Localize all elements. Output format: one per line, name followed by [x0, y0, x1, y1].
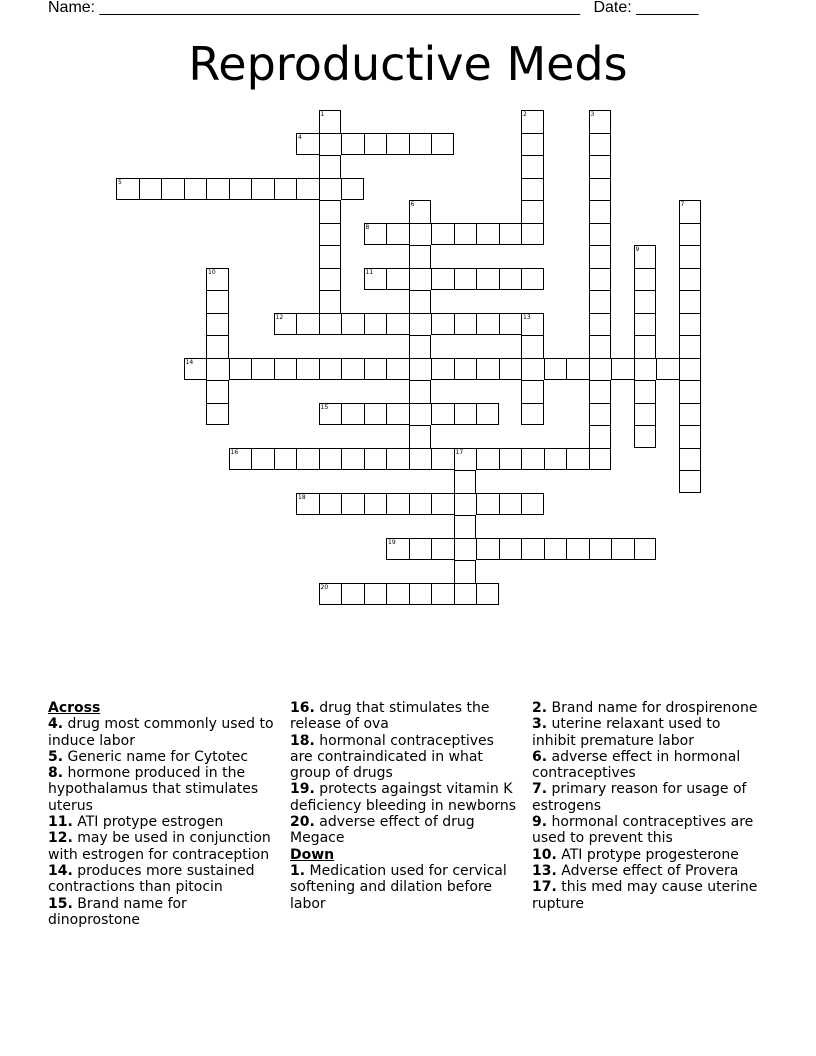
grid-cell[interactable] — [679, 223, 702, 246]
grid-cell[interactable] — [409, 133, 432, 156]
clue — [532, 716, 762, 749]
clue-number: 1 — [320, 111, 325, 118]
date-label: Date: — [593, 0, 632, 16]
clue — [48, 896, 278, 929]
grid-cell[interactable] — [521, 223, 544, 246]
grid-cell[interactable] — [409, 583, 432, 606]
grid-cell[interactable] — [341, 178, 364, 201]
grid-cell[interactable] — [589, 380, 612, 403]
grid-cell[interactable] — [589, 110, 612, 133]
grid-cell[interactable] — [454, 448, 477, 471]
clue-number: 18 — [298, 493, 306, 501]
grid-cell[interactable] — [341, 133, 364, 156]
grid-cell[interactable] — [589, 223, 612, 246]
grid-cell[interactable] — [184, 358, 207, 381]
grid-cell[interactable] — [679, 403, 702, 426]
grid-cell[interactable] — [679, 245, 702, 268]
clue-text: ATI protype progesterone — [556, 846, 739, 863]
grid-cell[interactable] — [206, 313, 229, 336]
clue — [48, 716, 278, 749]
clue-column-3 — [532, 700, 762, 912]
grid-cell[interactable] — [476, 403, 499, 426]
grid-cell[interactable] — [319, 268, 342, 291]
grid-cell[interactable] — [364, 358, 387, 381]
grid-cell[interactable] — [589, 268, 612, 291]
grid-cell[interactable] — [251, 358, 274, 381]
clue-column-1 — [48, 700, 278, 928]
clue-number: 12 — [275, 313, 284, 321]
grid-cell[interactable] — [521, 335, 544, 358]
clue-number: 16 — [230, 448, 239, 456]
clue — [48, 830, 278, 863]
clue — [532, 749, 762, 782]
clue-number: 10 — [208, 268, 216, 276]
grid-cell[interactable] — [319, 290, 342, 313]
grid-cell[interactable] — [544, 358, 567, 381]
clue-text: drug that stimulates the release of ova — [290, 700, 490, 733]
grid-cell[interactable] — [386, 583, 409, 606]
grid-cell[interactable] — [296, 313, 319, 336]
clue-text: adverse effect in hormonal contraceptives — [532, 748, 741, 782]
grid-cell[interactable] — [679, 380, 702, 403]
name-date-header — [48, 0, 748, 22]
clue-number-label: 16. — [290, 700, 315, 716]
grid-cell[interactable] — [139, 178, 162, 201]
grid-cell[interactable] — [409, 425, 432, 448]
grid-cell[interactable] — [454, 493, 477, 516]
clue-number-label: 3. — [532, 716, 548, 733]
grid-cell[interactable] — [184, 178, 207, 201]
grid-cell[interactable] — [274, 448, 297, 471]
grid-cell[interactable] — [409, 200, 432, 223]
clue-text: Brand name for drospirenone — [547, 700, 758, 716]
clue-number-label: 1. — [290, 862, 306, 879]
grid-cell[interactable] — [476, 313, 499, 336]
grid-cell[interactable] — [431, 268, 454, 291]
grid-cell[interactable] — [296, 493, 319, 516]
clue-text: Brand name for dinoprostone — [48, 895, 187, 928]
name-label: Name: — [48, 0, 96, 16]
grid-cell[interactable] — [319, 178, 342, 201]
grid-cell[interactable] — [319, 133, 342, 156]
grid-cell[interactable] — [296, 133, 319, 156]
grid-cell[interactable] — [296, 448, 319, 471]
grid-cell[interactable] — [521, 538, 544, 561]
clue-number: 7 — [680, 201, 685, 208]
grid-cell[interactable] — [206, 290, 229, 313]
grid-cell[interactable] — [341, 493, 364, 516]
grid-cell[interactable] — [589, 133, 612, 156]
grid-cell[interactable] — [476, 538, 499, 561]
grid-cell[interactable] — [566, 538, 589, 561]
grid-cell[interactable] — [341, 448, 364, 471]
grid-cell[interactable] — [476, 448, 499, 471]
grid-cell[interactable] — [634, 403, 657, 426]
grid-cell[interactable] — [544, 538, 567, 561]
clue-number: 20 — [320, 583, 329, 591]
grid-cell[interactable] — [431, 583, 454, 606]
clue-number-label: 17. — [532, 879, 557, 896]
date-blank[interactable]: _______ — [636, 0, 699, 16]
grid-cell[interactable] — [679, 268, 702, 291]
grid-cell[interactable] — [206, 358, 229, 381]
grid-cell[interactable] — [274, 358, 297, 381]
grid-cell[interactable] — [319, 200, 342, 223]
grid-cell[interactable] — [679, 200, 702, 223]
grid-cell[interactable] — [679, 358, 702, 381]
grid-cell[interactable] — [679, 335, 702, 358]
grid-cell[interactable] — [409, 448, 432, 471]
grid-cell[interactable] — [476, 223, 499, 246]
grid-cell[interactable] — [589, 155, 612, 178]
clue-number-label: 6. — [532, 748, 548, 765]
grid-cell[interactable] — [386, 358, 409, 381]
grid-cell[interactable] — [634, 335, 657, 358]
clue — [290, 814, 520, 847]
clue — [48, 749, 278, 765]
grid-cell[interactable] — [476, 493, 499, 516]
grid-cell[interactable] — [521, 200, 544, 223]
clue-number-label: 4. — [48, 716, 64, 733]
grid-cell[interactable] — [386, 133, 409, 156]
grid-cell[interactable] — [409, 493, 432, 516]
grid-cell[interactable] — [454, 223, 477, 246]
grid-cell[interactable] — [544, 448, 567, 471]
grid-cell[interactable] — [454, 470, 477, 493]
clue-number: 9 — [635, 246, 640, 253]
clue-number-label: 7. — [532, 781, 548, 798]
grid-cell[interactable] — [296, 178, 319, 201]
grid-cell[interactable] — [386, 448, 409, 471]
grid-cell[interactable] — [521, 380, 544, 403]
grid-cell[interactable] — [454, 538, 477, 561]
clue-text: adverse effect of drug Megace — [290, 814, 475, 847]
grid-cell[interactable] — [521, 448, 544, 471]
grid-cell[interactable] — [319, 583, 342, 606]
grid-cell[interactable] — [476, 268, 499, 291]
grid-cell[interactable] — [409, 313, 432, 336]
clue — [532, 879, 762, 912]
clue-text: uterine relaxant used to inhibit premature labor — [532, 716, 721, 749]
clue-text: Adverse effect of Provera — [556, 862, 739, 879]
grid-cell[interactable] — [386, 538, 409, 561]
grid-cell[interactable] — [589, 200, 612, 223]
grid-cell[interactable] — [364, 313, 387, 336]
clue-text: hormone produced in the hypothalamus that stimulates uterus — [48, 765, 259, 814]
grid-cell[interactable] — [206, 268, 229, 291]
grid-cell[interactable] — [409, 245, 432, 268]
clue-text: Medication used for cervical softening and dilation before labor — [290, 862, 507, 912]
clue-number: 3 — [590, 111, 595, 118]
grid-cell[interactable] — [206, 335, 229, 358]
clue-text: produces more sustained contractions than pitocin — [48, 862, 255, 896]
clue-number: 4 — [298, 133, 302, 141]
grid-cell[interactable] — [499, 493, 522, 516]
grid-cell[interactable] — [521, 313, 544, 336]
clue-number: 11 — [365, 268, 374, 276]
grid-cell[interactable] — [634, 290, 657, 313]
grid-cell[interactable] — [431, 538, 454, 561]
grid-cell[interactable] — [589, 178, 612, 201]
grid-cell[interactable] — [409, 223, 432, 246]
puzzle-title: Reproductive Meds — [188, 37, 628, 91]
grid-cell[interactable] — [319, 110, 342, 133]
grid-cell[interactable] — [589, 313, 612, 336]
clue-text: may be used in conjunction with estrogen for contraception — [48, 830, 271, 863]
grid-cell[interactable] — [319, 223, 342, 246]
grid-cell[interactable] — [386, 313, 409, 336]
clue — [532, 863, 762, 879]
grid-cell[interactable] — [656, 358, 679, 381]
grid-cell[interactable] — [521, 493, 544, 516]
clue — [48, 863, 278, 896]
grid-cell[interactable] — [521, 358, 544, 381]
grid-cell[interactable] — [634, 380, 657, 403]
clue-text: hormonal contraceptives are contraindicated in what group of drugs — [290, 732, 494, 782]
grid-cell[interactable] — [431, 313, 454, 336]
grid-cell[interactable] — [589, 245, 612, 268]
clue-number-label: 5. — [48, 748, 64, 765]
clue — [532, 700, 762, 716]
clue-number-label: 19. — [290, 781, 315, 798]
clue-number-label: 13. — [532, 862, 557, 879]
clue-text: drug most commonly used to induce labor — [48, 716, 274, 749]
grid-cell[interactable] — [521, 178, 544, 201]
grid-cell[interactable] — [611, 358, 634, 381]
clue — [290, 781, 520, 814]
clue-number: 13 — [523, 313, 531, 321]
clue-number: 15 — [320, 403, 329, 411]
grid-cell[interactable] — [206, 403, 229, 426]
grid-cell[interactable] — [319, 403, 342, 426]
grid-cell[interactable] — [364, 583, 387, 606]
grid-cell[interactable] — [589, 358, 612, 381]
grid-cell[interactable] — [319, 245, 342, 268]
grid-cell[interactable] — [161, 178, 184, 201]
clue-number-label: 8. — [48, 765, 64, 782]
grid-cell[interactable] — [634, 268, 657, 291]
grid-cell[interactable] — [251, 448, 274, 471]
grid-cell[interactable] — [431, 403, 454, 426]
grid-cell[interactable] — [476, 583, 499, 606]
grid-cell[interactable] — [634, 313, 657, 336]
grid-cell[interactable] — [431, 223, 454, 246]
grid-cell[interactable] — [431, 133, 454, 156]
clue-number-label: 14. — [48, 862, 73, 879]
clue-number-label: 10. — [532, 846, 557, 863]
grid-cell[interactable] — [319, 493, 342, 516]
grid-cell[interactable] — [386, 268, 409, 291]
grid-cell[interactable] — [454, 515, 477, 538]
grid-cell[interactable] — [611, 538, 634, 561]
clue-text: ATI protype estrogen — [72, 814, 224, 831]
clue-number: 19 — [388, 538, 396, 546]
grid-cell[interactable] — [521, 403, 544, 426]
crossword-grid — [116, 110, 706, 606]
grid-cell[interactable] — [364, 403, 387, 426]
clue-number-label: 12. — [48, 830, 73, 847]
grid-cell[interactable] — [386, 493, 409, 516]
grid-cell[interactable] — [274, 178, 297, 201]
grid-cell[interactable] — [409, 268, 432, 291]
grid-cell[interactable] — [431, 448, 454, 471]
grid-cell[interactable] — [409, 538, 432, 561]
grid-cell[interactable] — [499, 538, 522, 561]
grid-cell[interactable] — [364, 493, 387, 516]
grid-cell[interactable] — [476, 358, 499, 381]
across-heading: Across — [48, 700, 101, 716]
grid-cell[interactable] — [454, 403, 477, 426]
grid-cell[interactable] — [499, 313, 522, 336]
grid-cell[interactable] — [341, 583, 364, 606]
grid-cell[interactable] — [566, 358, 589, 381]
grid-cell[interactable] — [634, 425, 657, 448]
clue-text: primary reason for usage of estrogens — [532, 781, 747, 814]
clue-number-label: 15. — [48, 895, 73, 912]
grid-cell[interactable] — [431, 358, 454, 381]
clue-number: 2 — [523, 111, 527, 118]
clue-number-label: 11. — [48, 814, 73, 831]
grid-cell[interactable] — [386, 223, 409, 246]
down-heading: Down — [290, 846, 335, 863]
grid-cell[interactable] — [589, 290, 612, 313]
clue — [532, 847, 762, 863]
grid-cell[interactable] — [454, 358, 477, 381]
clue-number: 14 — [185, 358, 194, 366]
clue-text: Generic name for Cytotec — [63, 748, 249, 765]
clue-text: hormonal contraceptives are used to prevent this — [532, 814, 754, 847]
grid-cell[interactable] — [409, 358, 432, 381]
grid-cell[interactable] — [319, 448, 342, 471]
grid-cell[interactable] — [634, 538, 657, 561]
grid-cell[interactable] — [364, 448, 387, 471]
grid-cell[interactable] — [229, 448, 252, 471]
grid-cell[interactable] — [679, 448, 702, 471]
grid-cell[interactable] — [634, 358, 657, 381]
grid-cell[interactable] — [319, 155, 342, 178]
grid-cell[interactable] — [589, 448, 612, 471]
grid-cell[interactable] — [454, 583, 477, 606]
grid-cell[interactable] — [679, 313, 702, 336]
grid-cell[interactable] — [499, 358, 522, 381]
grid-cell[interactable] — [589, 425, 612, 448]
grid-cell[interactable] — [409, 290, 432, 313]
grid-cell[interactable] — [229, 358, 252, 381]
grid-cell[interactable] — [319, 313, 342, 336]
grid-cell[interactable] — [589, 403, 612, 426]
grid-cell[interactable] — [679, 425, 702, 448]
name-blank[interactable]: ______________________________________________________ — [99, 0, 581, 16]
grid-cell[interactable] — [319, 358, 342, 381]
grid-cell[interactable] — [521, 110, 544, 133]
grid-cell[interactable] — [341, 358, 364, 381]
grid-cell[interactable] — [206, 380, 229, 403]
clue-number: 5 — [118, 178, 122, 186]
clue — [290, 863, 520, 912]
grid-cell[interactable] — [679, 290, 702, 313]
grid-cell[interactable] — [431, 493, 454, 516]
grid-cell[interactable] — [116, 178, 139, 201]
grid-cell[interactable] — [499, 268, 522, 291]
clue — [48, 765, 278, 814]
clue — [532, 781, 762, 814]
clue-number-label: 9. — [532, 814, 548, 831]
grid-cell[interactable] — [274, 313, 297, 336]
grid-cell[interactable] — [296, 358, 319, 381]
grid-cell[interactable] — [364, 133, 387, 156]
clue-number-label: 18. — [290, 732, 315, 749]
clue-number: 8 — [365, 223, 370, 231]
grid-cell[interactable] — [364, 223, 387, 246]
grid-cell[interactable] — [341, 313, 364, 336]
grid-cell[interactable] — [206, 178, 229, 201]
clue-text: protects againgst vitamin K deficiency bleeding in newborns — [290, 781, 517, 814]
grid-cell[interactable] — [589, 538, 612, 561]
grid-cell[interactable] — [409, 403, 432, 426]
clue-text: this med may cause uterine rupture — [532, 879, 758, 912]
grid-cell[interactable] — [589, 335, 612, 358]
grid-cell[interactable] — [521, 155, 544, 178]
grid-cell[interactable] — [499, 223, 522, 246]
grid-cell[interactable] — [341, 403, 364, 426]
grid-cell[interactable] — [521, 133, 544, 156]
grid-cell[interactable] — [454, 313, 477, 336]
clue-number: 6 — [410, 201, 415, 208]
clue-number: 17 — [455, 448, 464, 456]
clue-number-label: 2. — [532, 700, 548, 716]
clue-column-2 — [290, 700, 520, 912]
grid-cell[interactable] — [229, 178, 252, 201]
clue — [48, 814, 278, 830]
grid-cell[interactable] — [521, 268, 544, 291]
grid-cell[interactable] — [386, 403, 409, 426]
grid-cell[interactable] — [679, 470, 702, 493]
grid-cell[interactable] — [634, 245, 657, 268]
grid-cell[interactable] — [499, 448, 522, 471]
grid-cell[interactable] — [409, 335, 432, 358]
grid-cell[interactable] — [454, 560, 477, 583]
clue-number-label: 20. — [290, 814, 315, 831]
grid-cell[interactable] — [251, 178, 274, 201]
clue — [532, 814, 762, 847]
grid-cell[interactable] — [454, 268, 477, 291]
grid-cell[interactable] — [409, 380, 432, 403]
clue — [290, 700, 520, 733]
grid-cell[interactable] — [364, 268, 387, 291]
grid-cell[interactable] — [566, 448, 589, 471]
clue — [290, 733, 520, 782]
